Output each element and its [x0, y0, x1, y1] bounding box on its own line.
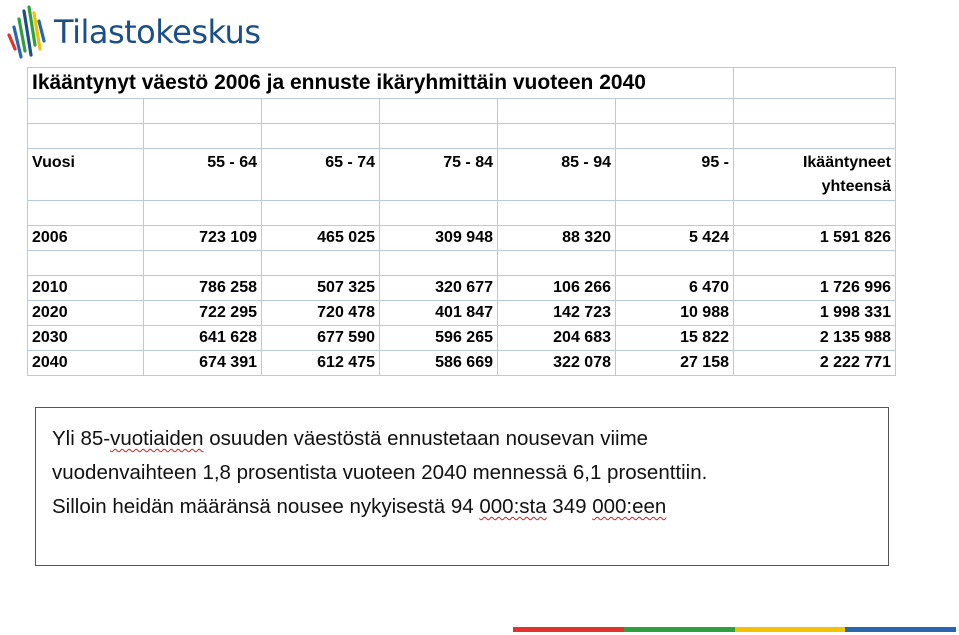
column-header-total-line2: yhteensä — [821, 178, 891, 195]
table-cell: 204 683 — [498, 326, 616, 351]
table-blank-row — [28, 251, 896, 276]
year-cell: 2010 — [28, 276, 144, 301]
spelling-flag: vuotiaiden — [110, 427, 204, 450]
column-header-total-line1: Ikääntyneet — [802, 154, 891, 171]
column-header: 65 - 74 — [262, 149, 380, 201]
column-header: 75 - 84 — [380, 149, 498, 201]
table-cell: 723 109 — [144, 226, 262, 251]
table-cell: 612 475 — [262, 351, 380, 376]
table-row — [28, 351, 896, 376]
logo-text: Tilastokeskus — [54, 13, 261, 51]
table-title: Ikääntynyt väestö 2006 ja ennuste ikäryhmittäin vuoteen 2040 — [28, 68, 734, 99]
total-cell: 1 998 331 — [734, 301, 896, 326]
stripe-segment — [845, 627, 956, 632]
note-textbox[interactable] — [35, 407, 889, 566]
table-cell: 401 847 — [380, 301, 498, 326]
stripe-segment — [735, 627, 846, 632]
tilastokeskus-bars-logo-icon — [6, 5, 46, 59]
table-cell: 586 669 — [380, 351, 498, 376]
note-line-2: vuodenvaihteen 1,8 prosentista vuoteen 2040 mennessä 6,1 prosenttiin. — [52, 461, 708, 484]
table-cell: 322 078 — [498, 351, 616, 376]
column-header: Vuosi — [28, 149, 144, 201]
table-row — [28, 301, 896, 326]
table-row — [28, 326, 896, 351]
year-cell: 2020 — [28, 301, 144, 326]
table-cell: 5 424 — [616, 226, 734, 251]
year-cell: 2040 — [28, 351, 144, 376]
stripe-segment — [513, 627, 624, 632]
table-cell: 465 025 — [262, 226, 380, 251]
table-cell: 27 158 — [616, 351, 734, 376]
table-cell: 6 470 — [616, 276, 734, 301]
logo — [6, 4, 261, 60]
table-cell: 722 295 — [144, 301, 262, 326]
note-line-1: Yli 85-vuotiaiden osuuden väestöstä ennustetaan nousevan viime — [52, 427, 649, 450]
table-title-row — [28, 68, 896, 99]
table-cell: 641 628 — [144, 326, 262, 351]
table-cell: 142 723 — [498, 301, 616, 326]
table-cell: 106 266 — [498, 276, 616, 301]
total-cell: 1 591 826 — [734, 226, 896, 251]
table-row — [28, 226, 896, 251]
table-blank-row — [28, 99, 896, 124]
table-cell: 309 948 — [380, 226, 498, 251]
table-cell: 674 391 — [144, 351, 262, 376]
stripe-segment — [624, 627, 735, 632]
table-cell: 507 325 — [262, 276, 380, 301]
year-cell: 2006 — [28, 226, 144, 251]
year-cell: 2030 — [28, 326, 144, 351]
total-cell: 2 135 988 — [734, 326, 896, 351]
table-cell: 786 258 — [144, 276, 262, 301]
table-cell: 88 320 — [498, 226, 616, 251]
note-line-3: Silloin heidän määränsä nousee nykyisestä 94 000:sta 349 000:een — [52, 495, 667, 518]
spelling-flag: 000:sta — [479, 495, 547, 518]
table-blank-row — [28, 124, 896, 149]
total-cell: 2 222 771 — [734, 351, 896, 376]
brand-color-stripe — [513, 627, 956, 632]
table-blank-row — [28, 201, 896, 226]
table-cell — [734, 68, 896, 99]
table-cell: 10 988 — [616, 301, 734, 326]
column-header: 85 - 94 — [498, 149, 616, 201]
table-cell: 677 590 — [262, 326, 380, 351]
table-cell: 596 265 — [380, 326, 498, 351]
column-header: 55 - 64 — [144, 149, 262, 201]
total-cell: 1 726 996 — [734, 276, 896, 301]
column-header-total — [734, 149, 896, 201]
column-header: 95 - — [616, 149, 734, 201]
table-cell: 320 677 — [380, 276, 498, 301]
table-header-row — [28, 149, 896, 201]
spelling-flag: 000:een — [592, 495, 667, 518]
table-row — [28, 276, 896, 301]
table-cell: 720 478 — [262, 301, 380, 326]
table-cell: 15 822 — [616, 326, 734, 351]
population-table — [27, 67, 896, 376]
